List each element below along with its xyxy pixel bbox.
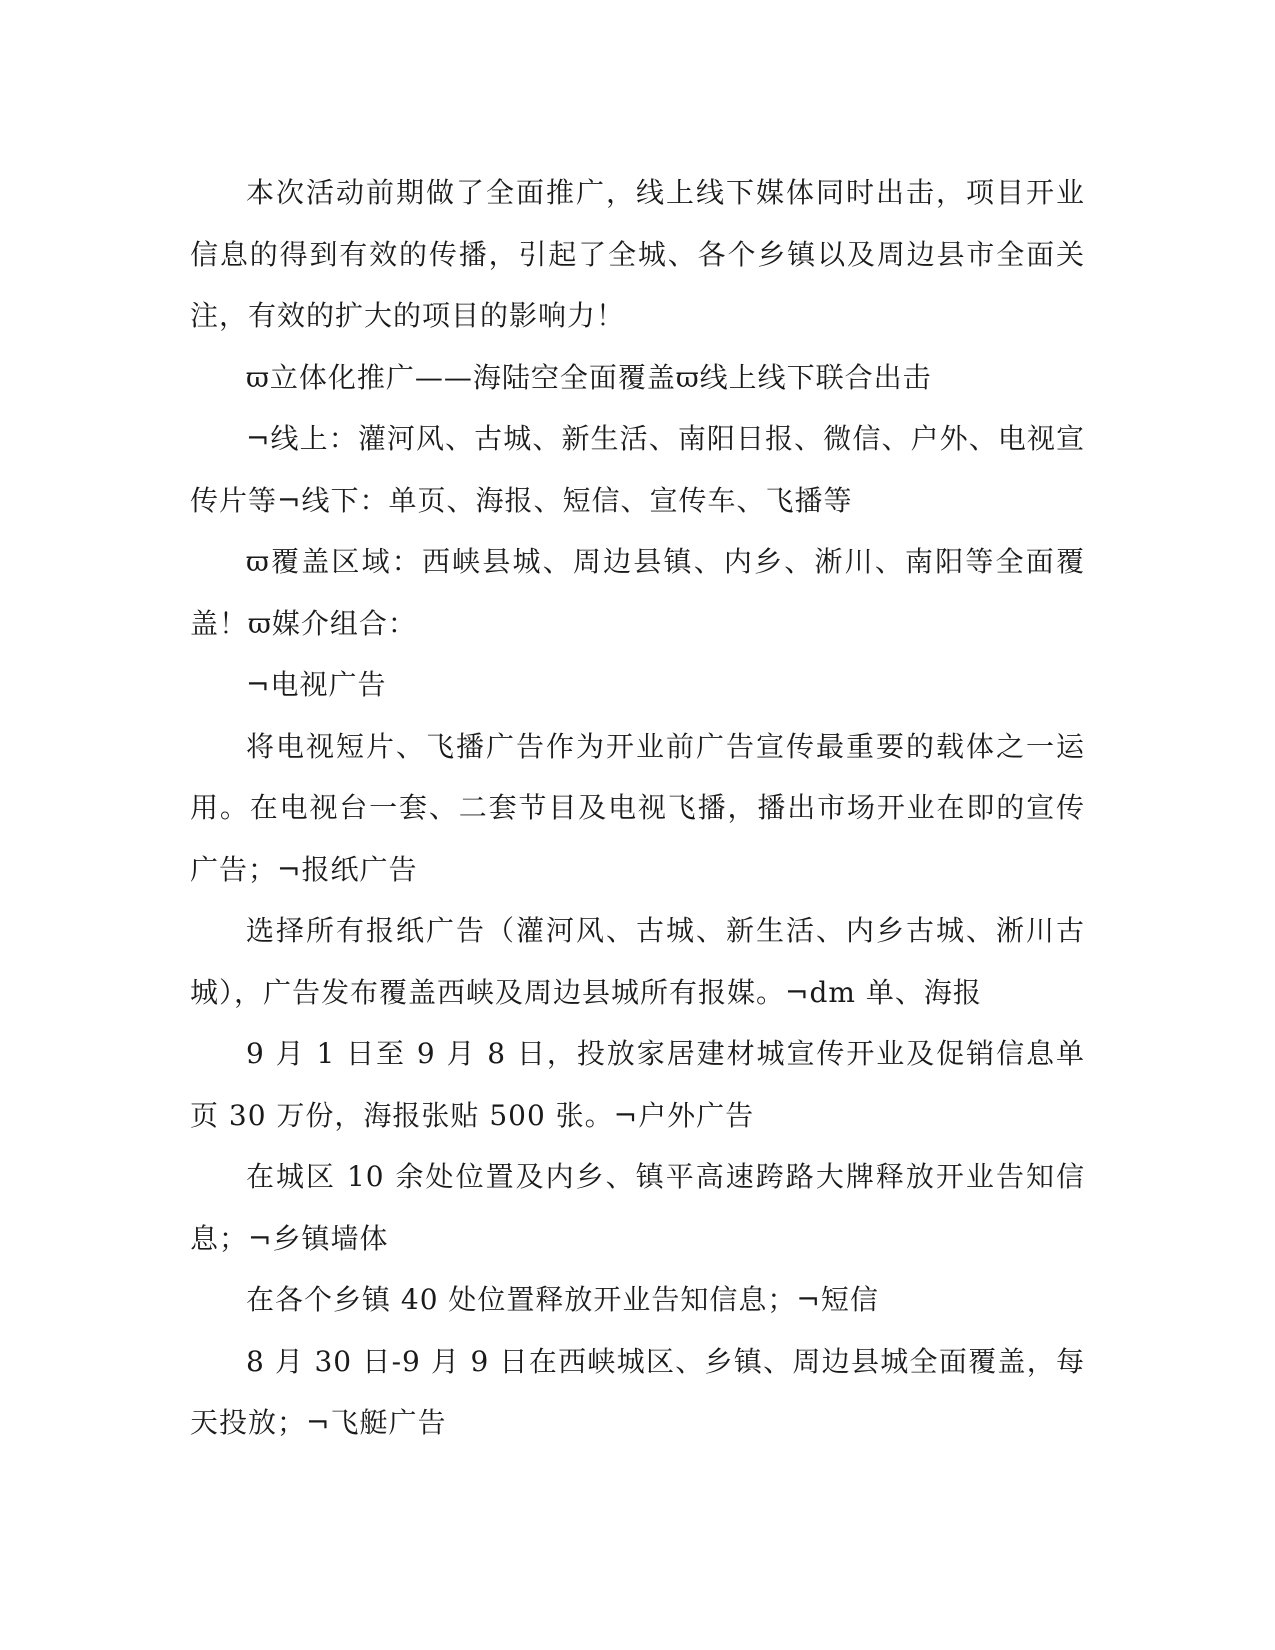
paragraph-promotion-summary: 本次活动前期做了全面推广，线上线下媒体同时出击，项目开业信息的得到有效的传播，引起了全城、各个乡镇以及周边县市全面关注，有效的扩大的项目的影响力！ [190, 176, 1085, 332]
document-body [190, 162, 1085, 1454]
paragraph-tv-ad-heading: ¬电视广告 [246, 668, 387, 701]
paragraph-town-wall: 在各个乡镇 40 处位置释放开业告知信息；¬短信 [246, 1283, 879, 1316]
paragraph-coverage-area: ϖ覆盖区域：西峡县城、周边县镇、内乡、淅川、南阳等全面覆盖！ϖ媒介组合： [190, 545, 1085, 640]
paragraph-tv-ad: 将电视短片、飞播广告作为开业前广告宣传最重要的载体之一运用。在电视台一套、二套节目及电视飞播，播出市场开业在即的宣传广告；¬报纸广告 [190, 729, 1085, 886]
paragraph-dm-poster: 9 月 1 日至 9 月 8 日，投放家居建材城宣传开业及促销信息单页 30 万份，海报张贴 500 张。¬户外广告 [190, 1037, 1085, 1132]
paragraph-online-offline: ¬线上：灌河风、古城、新生活、南阳日报、微信、户外、电视宣传片等¬线下：单页、海报、短信、宣传车、飞播等 [190, 422, 1085, 517]
paragraph-sms: 8 月 30 日-9 月 9 日在西峡城区、乡镇、周边县城全面覆盖，每天投放；¬飞艇广告 [190, 1344, 1085, 1439]
paragraph-newspaper-ad: 选择所有报纸广告（灌河风、古城、新生活、内乡古城、淅川古城），广告发布覆盖西峡及周边县城所有报媒。¬dm 单、海报 [190, 914, 1085, 1009]
paragraph-3d-promotion: ϖ立体化推广——海陆空全面覆盖ϖ线上线下联合出击 [246, 360, 932, 394]
paragraph-outdoor-ad: 在城区 10 余处位置及内乡、镇平高速跨路大牌释放开业告知信息；¬乡镇墙体 [190, 1160, 1085, 1255]
